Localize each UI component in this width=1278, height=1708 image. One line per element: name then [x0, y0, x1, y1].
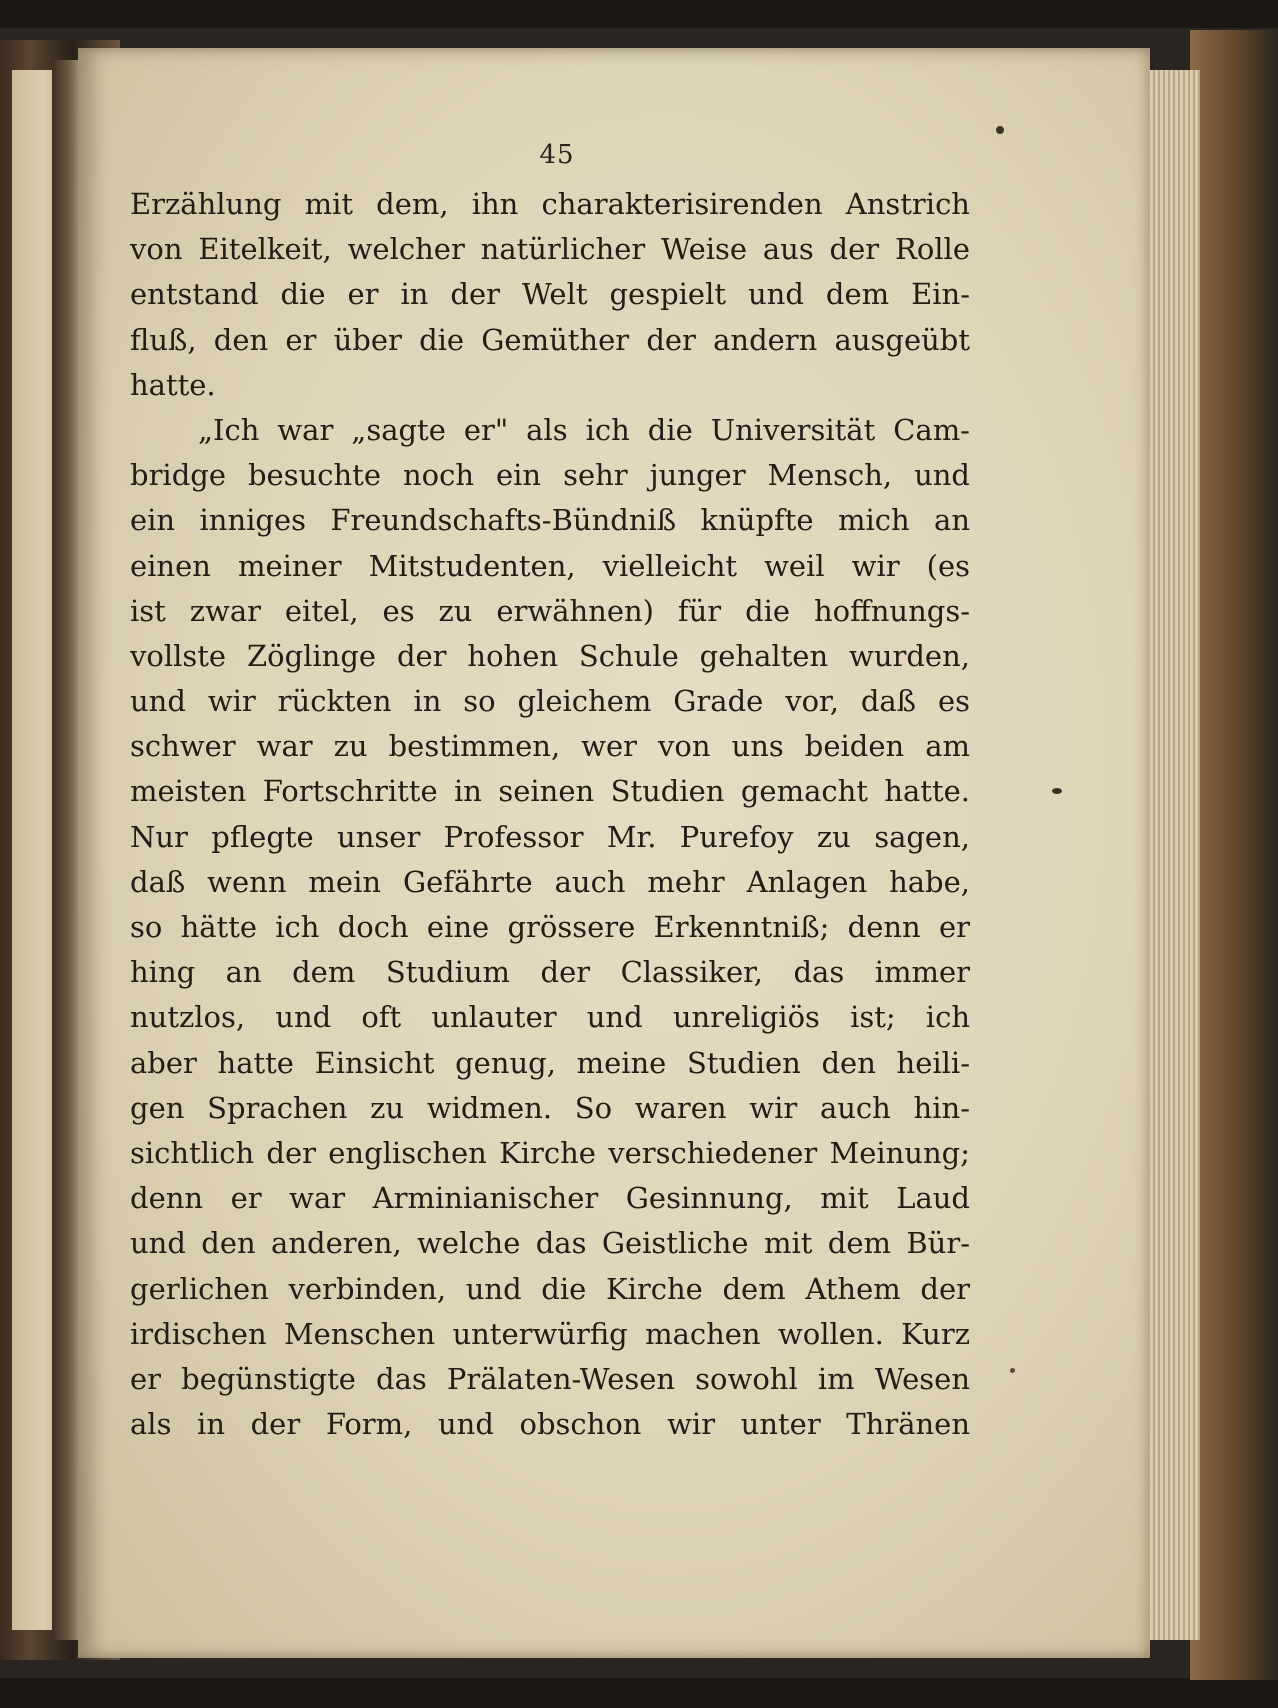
- text-line: daß wenn mein Gefährte auch mehr Anlagen habe,: [130, 864, 970, 899]
- text-line: irdischen Menschen unterwürfig machen wollen. Kurz: [130, 1316, 970, 1351]
- text-line: entstand die er in der Welt gespielt und dem Ein-: [130, 277, 970, 312]
- page-number: 45: [539, 140, 575, 170]
- text-line: sichtlich der englischen Kirche verschiedener Meinung;: [130, 1135, 970, 1170]
- text-line: hatte.: [130, 367, 216, 402]
- page-text: [130, 182, 970, 1447]
- text-line: gen Sprachen zu widmen. So waren wir auch hin-: [130, 1090, 970, 1125]
- text-line: Erzählung mit dem, ihn charakterisirenden Anstrich: [130, 187, 970, 221]
- text-line: er begünstigte das Prälaten-Wesen sowohl im Wesen: [130, 1361, 970, 1396]
- ink-speck: [1010, 1368, 1015, 1373]
- text-line: von Eitelkeit, welcher natürlicher Weise aus der Rolle: [130, 232, 970, 267]
- text-line: als in der Form, und obschon wir unter Thränen: [130, 1407, 970, 1442]
- text-line: und den anderen, welche das Geistliche mit dem Bür-: [130, 1226, 970, 1261]
- text-line: einen meiner Mitstudenten, vielleicht weil wir (es: [130, 548, 970, 583]
- text-line: Nur pflegte unser Professor Mr. Purefoy zu sagen,: [130, 819, 970, 854]
- ink-speck: [996, 126, 1004, 134]
- text-line: meisten Fortschritte in seinen Studien gemacht hatte.: [130, 774, 970, 809]
- text-line: vollste Zöglinge der hohen Schule gehalten wurden,: [130, 638, 970, 673]
- book-cover-right: [1190, 30, 1278, 1680]
- text-line: so hätte ich doch eine grössere Erkenntniß; denn er: [130, 910, 970, 944]
- text-line: ist zwar eitel, es zu erwähnen) für die hoffnungs-: [130, 593, 970, 628]
- text-line: denn er war Arminianischer Gesinnung, mit Laud: [130, 1181, 970, 1216]
- text-line: fluß, den er über die Gemüther der andern ausgeübt: [130, 322, 970, 357]
- text-line: aber hatte Einsicht genug, meine Studien den heili-: [130, 1045, 970, 1080]
- text-line: „Ich war „sagte er" als ich die Universität Cam-: [198, 412, 970, 447]
- text-line: ein inniges Freundschafts-Bündniß knüpfte mich an: [130, 503, 970, 538]
- ink-speck: [1052, 788, 1062, 794]
- text-line: und wir rückten in so gleichem Grade vor, daß es: [130, 684, 970, 719]
- text-line: nutzlos, und oft unlauter und unreligiös ist; ich: [130, 1000, 970, 1035]
- text-line: hing an dem Studium der Classiker, das immer: [130, 955, 970, 990]
- text-line: bridge besuchte noch ein sehr junger Mensch, und: [130, 458, 970, 493]
- text-line: gerlichen verbinden, und die Kirche dem Athem der: [130, 1271, 970, 1306]
- text-line: schwer war zu bestimmen, wer von uns beiden am: [130, 729, 970, 764]
